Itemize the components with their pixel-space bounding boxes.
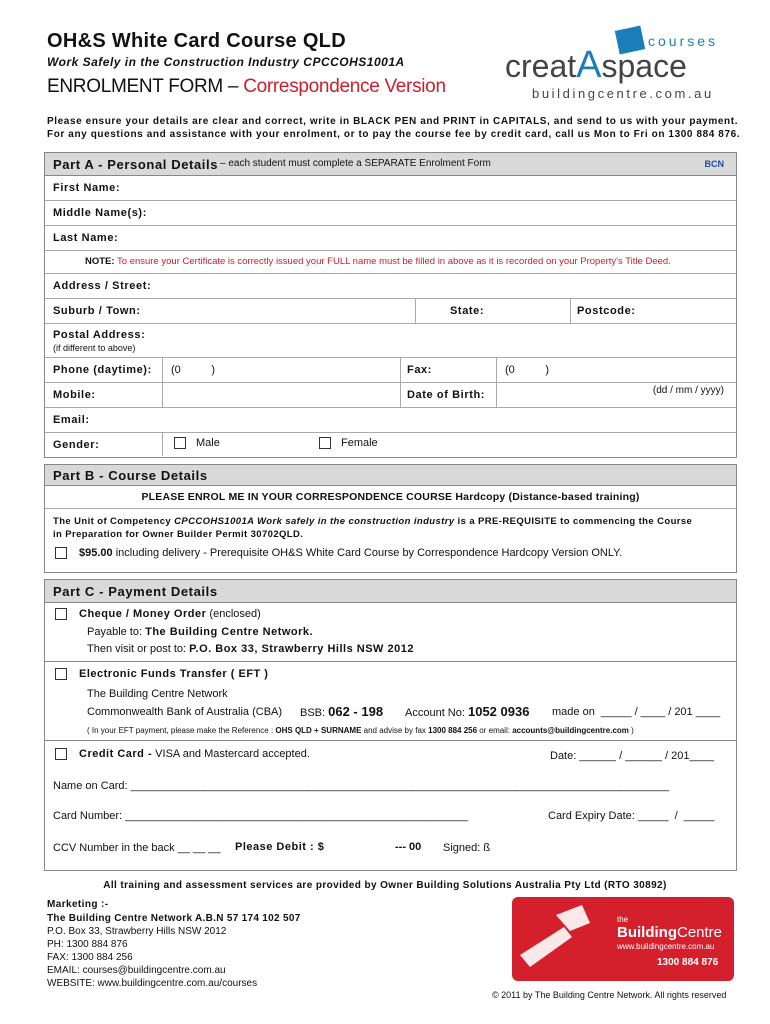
last-name-row[interactable] bbox=[45, 226, 736, 251]
bcn-code: BCN bbox=[704, 159, 724, 169]
postcode-label: Postcode: bbox=[577, 305, 636, 317]
eft-note-c: and advise by fax bbox=[361, 726, 429, 735]
divider bbox=[45, 740, 736, 741]
eft-note-f: accounts@buildingcentre.com bbox=[512, 726, 629, 735]
part-c-title: Part C - Payment Details bbox=[53, 584, 218, 599]
note-row bbox=[45, 251, 736, 274]
price: $95.00 bbox=[79, 547, 113, 559]
dob-label: Date of Birth: bbox=[407, 389, 486, 401]
badge-phone: 1300 884 876 bbox=[657, 957, 719, 968]
phone-label: Phone (daytime): bbox=[53, 364, 152, 376]
mobile-label: Mobile: bbox=[53, 389, 96, 401]
gender-label: Gender: bbox=[53, 439, 100, 451]
part-b-header bbox=[45, 465, 736, 486]
ccv-number[interactable]: CCV Number in the back __ __ __ bbox=[53, 842, 221, 854]
prereq-unit: CPCCOHS1001A Work safely in the construction industry bbox=[174, 516, 455, 527]
part-b-title: Part B - Course Details bbox=[53, 468, 208, 483]
gender-row bbox=[45, 433, 736, 456]
intro-line-1: Please ensure your details are clear and correct, write in BLACK PEN and PRINT in CAPITALS, and send to us with your payment. bbox=[47, 116, 739, 127]
part-a-note: – each student must complete a SEPARATE Enrolment Form bbox=[220, 158, 491, 169]
address-label: Address / Street: bbox=[53, 280, 152, 292]
female-checkbox[interactable] bbox=[319, 437, 331, 449]
price-text: including delivery - Prerequisite OH&S White Card Course by Correspondence Hardcopy Version ONLY. bbox=[112, 547, 623, 559]
page-title: OH&S White Card Course QLD bbox=[47, 30, 346, 52]
suburb-row bbox=[45, 299, 736, 324]
eft-checkbox[interactable] bbox=[55, 668, 67, 680]
note-text: To ensure your Certificate is correctly issued your FULL name must be filled in above as it is recorded on your Property's Title Deed. bbox=[114, 256, 671, 267]
divider bbox=[400, 358, 401, 382]
part-a-section bbox=[44, 152, 737, 458]
logo-word-a: creat bbox=[505, 48, 577, 84]
payable-line bbox=[87, 626, 313, 638]
eft-note-d: 1300 884 256 bbox=[428, 726, 478, 735]
credit-option[interactable] bbox=[55, 748, 310, 760]
suburb-label: Suburb / Town: bbox=[53, 305, 141, 317]
bsb bbox=[300, 704, 383, 719]
part-c-section bbox=[44, 579, 737, 871]
badge-url: www.buildingcentre.com.au bbox=[617, 942, 715, 951]
logo-url: buildingcentre.com.au bbox=[532, 86, 714, 101]
acc-label: Account No: bbox=[405, 707, 468, 719]
acc-value: 1052 0936 bbox=[467, 704, 530, 719]
divider bbox=[162, 433, 163, 456]
note-label: NOTE: bbox=[85, 256, 115, 267]
female-label: Female bbox=[341, 437, 378, 449]
email-label: Email: bbox=[53, 414, 90, 426]
divider bbox=[496, 383, 497, 407]
post-value: P.O. Box 33, Strawberry Hills NSW 2012 bbox=[189, 643, 414, 655]
cheque-checkbox[interactable] bbox=[55, 608, 67, 620]
phone-row bbox=[45, 358, 736, 383]
credit-date[interactable]: Date: ______ / ______ / 201____ bbox=[550, 750, 714, 762]
postal-row[interactable] bbox=[45, 324, 736, 358]
eft-bank: Commonwealth Bank of Australia (CBA) bbox=[87, 706, 283, 718]
eft-note-e: or email: bbox=[477, 726, 513, 735]
cheque-label: Cheque / Money Order bbox=[79, 608, 207, 620]
made-on[interactable]: made on _____ / ____ / 201 ____ bbox=[552, 706, 721, 718]
enrol-text: PLEASE ENROL ME IN YOUR CORRESPONDENCE COURSE Hardcopy (Distance-based training) bbox=[141, 491, 640, 503]
prereq-c: is a PRE-REQUISITE to commencing the Course bbox=[454, 516, 693, 527]
eft-option[interactable] bbox=[55, 668, 268, 680]
email-row[interactable] bbox=[45, 408, 736, 433]
part-c-header bbox=[45, 580, 736, 603]
badge-wordmark bbox=[617, 924, 722, 941]
card-number[interactable]: Card Number: ________________________________________________________ bbox=[53, 810, 468, 822]
divider bbox=[415, 299, 416, 323]
footer-website[interactable]: WEBSITE: www.buildingcentre.com.au/courses bbox=[47, 978, 258, 989]
hammer-icon bbox=[512, 897, 602, 981]
male-option[interactable] bbox=[174, 437, 220, 449]
copyright: © 2011 by The Building Centre Network. All rights reserved bbox=[492, 990, 727, 1000]
part-b-section bbox=[44, 464, 737, 573]
prereq-line-1 bbox=[53, 516, 692, 527]
footer-po: P.O. Box 33, Strawberry Hills NSW 2012 bbox=[47, 926, 227, 937]
prereq-line-2: in Preparation for Owner Builder Permit 30702QLD. bbox=[53, 529, 304, 540]
prereq-a: The Unit of Competency bbox=[53, 516, 175, 527]
divider bbox=[45, 661, 736, 662]
enrol-row bbox=[45, 486, 736, 509]
card-expiry[interactable]: Card Expiry Date: _____ / _____ bbox=[548, 810, 715, 822]
payable-label: Payable to: bbox=[87, 626, 146, 638]
footer-email: EMAIL: courses@buildingcentre.com.au bbox=[47, 965, 226, 976]
cheque-note: (enclosed) bbox=[206, 608, 261, 620]
name-on-card[interactable]: Name on Card: ________________________________________________________________________________________ bbox=[53, 780, 669, 792]
bsb-label: BSB: bbox=[300, 707, 329, 719]
credit-label: Credit Card - bbox=[79, 748, 153, 760]
mobile-row bbox=[45, 383, 736, 408]
credit-note: VISA and Mastercard accepted. bbox=[152, 748, 310, 760]
fax-label: Fax: bbox=[407, 364, 433, 376]
divider bbox=[400, 383, 401, 407]
fax-prefix[interactable]: (0 ) bbox=[505, 364, 550, 376]
footer-fax: FAX: 1300 884 256 bbox=[47, 952, 133, 963]
debit-label: Please Debit : $ bbox=[235, 841, 325, 853]
divider bbox=[162, 358, 163, 382]
divider bbox=[570, 299, 571, 323]
form-title-text: ENROLMENT FORM – bbox=[47, 76, 244, 97]
eft-note-a: ( In your EFT payment, please make the Reference : bbox=[87, 726, 276, 735]
account bbox=[405, 704, 529, 719]
form-title bbox=[47, 76, 446, 98]
part-a-header bbox=[45, 153, 736, 176]
payable-value: The Building Centre Network. bbox=[145, 626, 314, 638]
post-line bbox=[87, 643, 414, 655]
abn: The Building Centre Network A.B.N 57 174 102 507 bbox=[47, 913, 301, 924]
rto-statement: All training and assessment services are provided by Owner Building Solutions Australia Pty Ltd (RTO 30892) bbox=[103, 880, 667, 891]
divider bbox=[162, 383, 163, 407]
middle-name-label: Middle Name(s): bbox=[53, 207, 147, 219]
bsb-value: 062 - 198 bbox=[328, 704, 384, 719]
badge-the: the bbox=[617, 915, 629, 924]
logo-word-b: A bbox=[576, 44, 602, 86]
credit-checkbox[interactable] bbox=[55, 748, 67, 760]
post-label: Then visit or post to: bbox=[87, 643, 190, 655]
logo-courses: courses bbox=[648, 33, 719, 49]
logo-word-c: space bbox=[601, 48, 687, 84]
divider bbox=[496, 358, 497, 382]
female-option[interactable] bbox=[319, 437, 378, 449]
cheque-option[interactable] bbox=[55, 608, 261, 620]
eft-note bbox=[87, 726, 634, 735]
footer-phone: PH: 1300 884 876 bbox=[47, 939, 128, 950]
phone-prefix[interactable]: (0 ) bbox=[171, 364, 216, 376]
eft-label: Electronic Funds Transfer ( EFT ) bbox=[79, 668, 269, 680]
state-label: State: bbox=[450, 305, 485, 317]
intro-line-2: For any questions and assistance with your enrolment, or to pay the course fee by credit card, call us Mon to Fri on 1300 884 876. bbox=[47, 129, 741, 140]
building-centre-logo bbox=[512, 897, 734, 981]
last-name-label: Last Name: bbox=[53, 232, 119, 244]
name-note bbox=[85, 256, 671, 267]
form-version: Correspondence Version bbox=[243, 76, 446, 97]
male-label: Male bbox=[196, 437, 220, 449]
male-checkbox[interactable] bbox=[174, 437, 186, 449]
postal-label: Postal Address: bbox=[53, 329, 146, 341]
logo-wordmark bbox=[505, 44, 687, 87]
eft-note-b: OHS QLD + SURNAME bbox=[275, 726, 362, 735]
marketing-label: Marketing :- bbox=[47, 899, 109, 910]
signed[interactable]: Signed: ß bbox=[443, 842, 491, 854]
postal-note: (if different to above) bbox=[53, 343, 136, 353]
first-name-label: First Name: bbox=[53, 182, 121, 194]
address-row[interactable] bbox=[45, 274, 736, 299]
debit-amount[interactable]: --- 00 bbox=[395, 841, 422, 853]
badge-word-b: Centre bbox=[677, 924, 723, 941]
part-a-title: Part A - Personal Details bbox=[53, 157, 219, 172]
eft-name: The Building Centre Network bbox=[87, 688, 228, 700]
badge-word-a: Building bbox=[617, 924, 677, 941]
first-name-row[interactable] bbox=[45, 176, 736, 201]
price-option[interactable] bbox=[55, 547, 622, 559]
eft-note-g: ) bbox=[628, 726, 634, 735]
dob-format: (dd / mm / yyyy) bbox=[652, 385, 724, 396]
course-subtitle: Work Safely in the Construction Industry CPCCOHS1001A bbox=[47, 55, 405, 69]
price-checkbox[interactable] bbox=[55, 547, 67, 559]
middle-name-row[interactable] bbox=[45, 201, 736, 226]
